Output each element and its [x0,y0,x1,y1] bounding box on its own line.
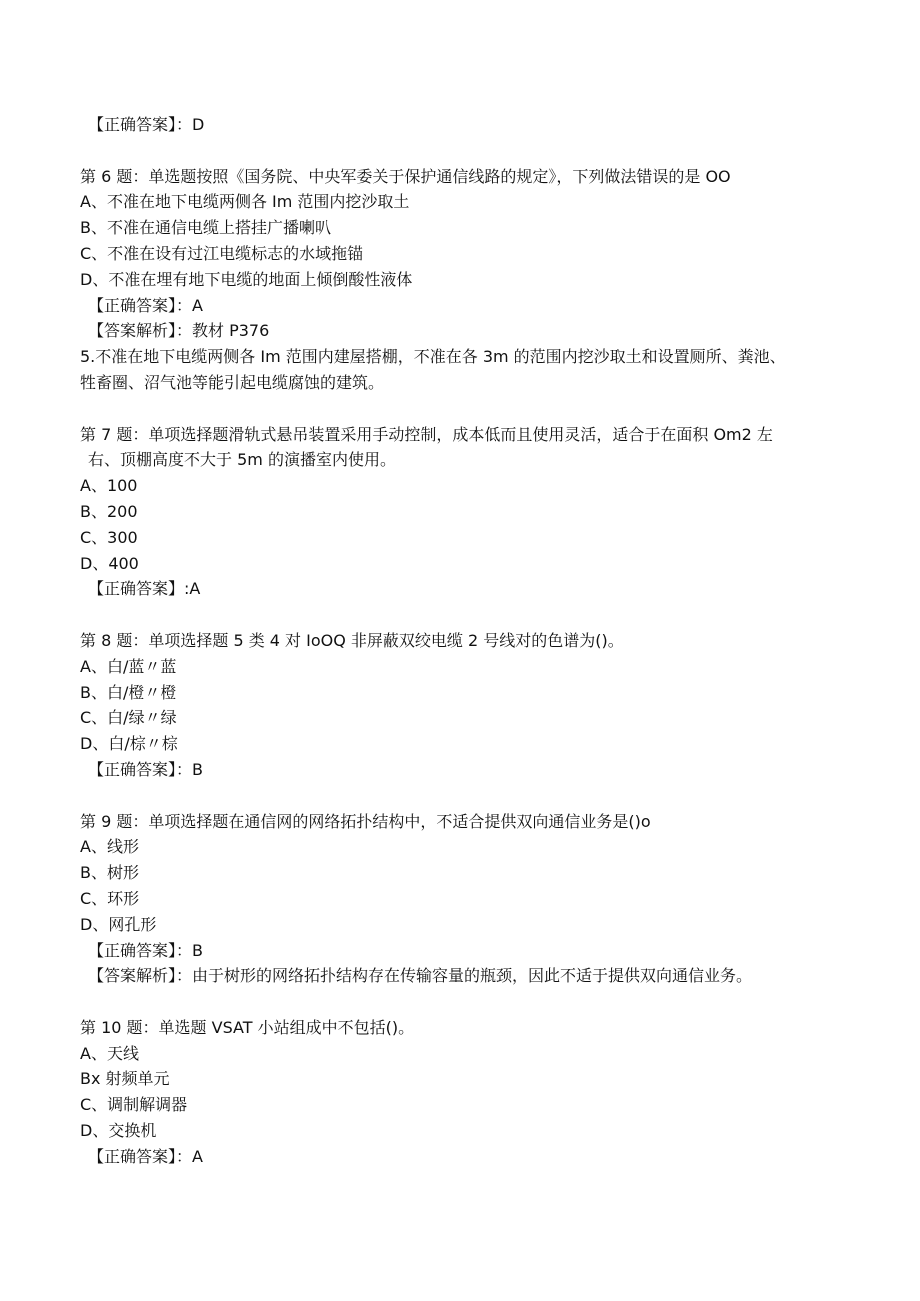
spacer [80,138,840,164]
option-d: D、不准在埋有地下电缆的地面上倾倒酸性液体 [80,269,413,289]
answer-line: 【正确答案】：A [88,295,203,315]
question-stem-continued: 右、顶棚高度不大于 5m 的演播室内使用。 [88,450,396,470]
analysis-line: 【答案解析】：由于树形的网络拓扑结构存在传输容量的瓶颈，因此不适于提供双向通信业务。 [88,966,753,986]
option-b: B、白/橙〃橙 [80,682,177,702]
question-7 [80,422,840,603]
option-a: A、白/蓝〃蓝 [80,656,177,676]
answer-line: 【正确答案】：B [88,759,203,779]
option-a: A、线形 [80,837,139,857]
question-10 [80,1015,840,1170]
analysis-line: 【答案解析】：教材 P376 [88,321,270,341]
option-c: C、调制解调器 [80,1095,188,1115]
question-8 [80,628,840,783]
option-c: C、300 [80,527,138,547]
answer-line: 【正确答案】:A [88,579,201,599]
spacer [80,989,840,1015]
question-stem: 第 6 题：单选题按照《国务院、中央军委关于保护通信线路的规定》，下列做法错误的是 OO [80,166,731,186]
answer-line: 【正确答案】：D [88,115,205,134]
spacer [80,396,840,422]
option-c: C、环形 [80,888,140,908]
option-b: B、200 [80,501,138,521]
answer-line: 【正确答案】：B [88,940,203,960]
option-d: D、交换机 [80,1121,157,1141]
option-b: B、不准在通信电缆上搭挂广播喇叭 [80,218,331,238]
document-page [80,112,840,1170]
option-c: C、不准在设有过江电缆标志的水域拖锚 [80,243,364,263]
answer-line: 【正确答案】：A [88,1146,203,1166]
option-d: D、400 [80,553,139,573]
option-c: C、白/绿〃绿 [80,708,177,728]
option-b: Bx 射频单元 [80,1069,170,1089]
question-stem: 第 8 题：单项选择题 5 类 4 对 IoOQ 非屏蔽双绞电缆 2 号线对的色谱为()。 [80,630,624,650]
analysis-text: 5.不准在地下电缆两侧各 Im 范围内建屋搭棚，不准在各 3m 的范围内挖沙取土和设置厕所、粪池、 [80,347,786,367]
option-a: A、不准在地下电缆两侧各 Im 范围内挖沙取土 [80,192,410,212]
question-6 [80,164,840,396]
option-a: A、天线 [80,1043,139,1063]
spacer [80,783,840,809]
option-a: A、100 [80,476,138,496]
option-d: D、白/棕〃棕 [80,734,178,754]
spacer [80,602,840,628]
question-stem: 第 7 题：单项选择题滑轨式悬吊装置采用手动控制，成本低而且使用灵活，适合于在面积 Om2 左 [80,424,773,444]
question-stem: 第 9 题：单项选择题在通信网的网络拓扑结构中，不适合提供双向通信业务是()o [80,811,651,831]
option-d: D、网孔形 [80,914,157,934]
question-stem: 第 10 题：单选题 VSAT 小站组成中不包括()。 [80,1017,415,1037]
analysis-text: 牲畜圈、沼气池等能引起电缆腐蚀的建筑。 [80,372,385,392]
question-9 [80,809,840,990]
option-b: B、树形 [80,863,139,883]
